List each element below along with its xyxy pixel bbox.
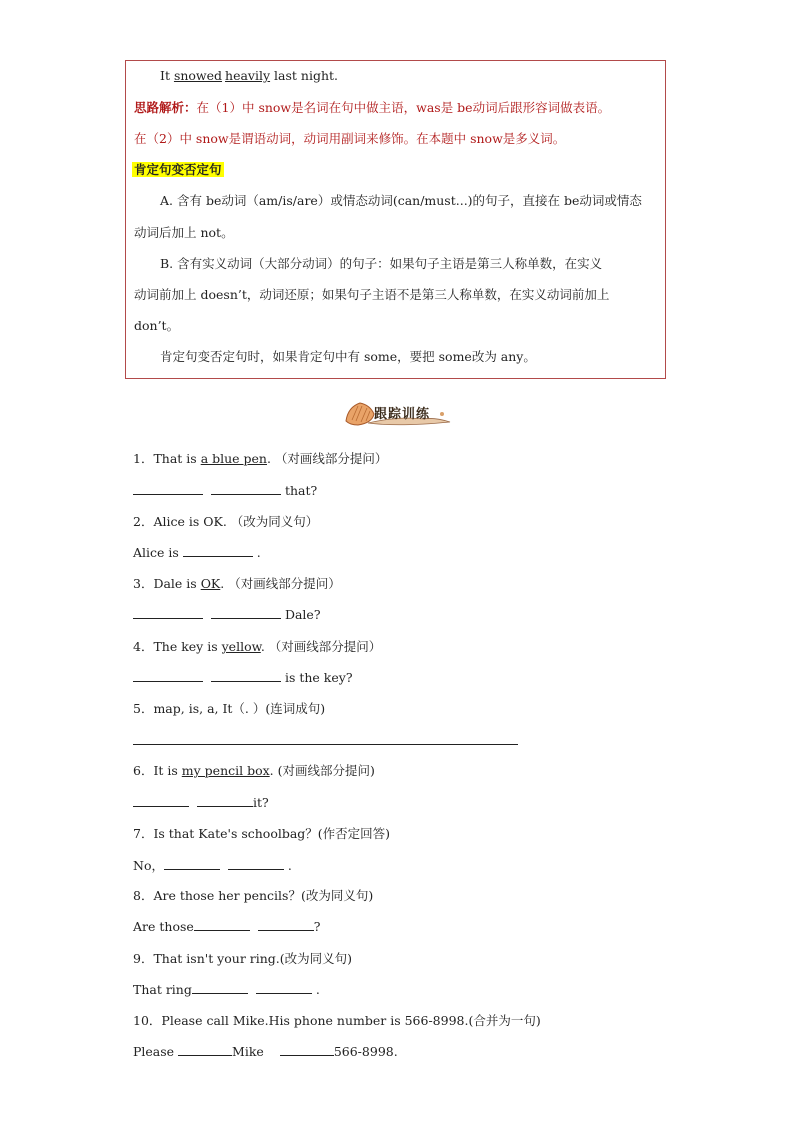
answer-tail: .: [252, 545, 261, 560]
rule-a-line-2: 动词后加上 not。: [134, 225, 234, 240]
question-number: 3．: [133, 576, 154, 591]
answer-tail: ?: [313, 919, 321, 934]
answer-blank[interactable]: [211, 606, 281, 619]
answer-8: [133, 918, 320, 936]
answer-prefix: Are those: [133, 919, 194, 934]
question-text: The key is: [153, 639, 222, 654]
rule-b-line-3: don’t。: [134, 318, 180, 333]
question-number: 5．: [133, 701, 154, 716]
rule-a-line-1: A. 含有 be动词（am/is/are）或情态动词(can/must...)的句子，直接在 be动词或情态: [160, 193, 642, 208]
answer-blank[interactable]: [183, 544, 253, 557]
question-instruction: . （对画线部分提问）: [266, 451, 388, 466]
underlined-part: a blue pen: [200, 451, 267, 466]
answer-tail: it?: [252, 795, 269, 810]
example-word-snowed: snowed: [173, 68, 223, 83]
answer-blank[interactable]: [197, 794, 253, 807]
answer-blank[interactable]: [280, 1043, 334, 1056]
question-text: Are those her pencils？(改为同义句): [153, 888, 374, 903]
answer-blank[interactable]: [194, 918, 250, 931]
answer-6: [133, 794, 269, 812]
answer-blank[interactable]: [133, 482, 203, 495]
question-7: [133, 825, 390, 843]
question-instruction: . (对画线部分提问): [269, 763, 375, 778]
practice-banner: [338, 398, 456, 428]
question-text: Dale is: [153, 576, 201, 591]
question-8: [133, 887, 373, 905]
example-word-heavily: heavily: [225, 68, 271, 83]
answer-blank[interactable]: [192, 981, 248, 994]
question-instruction: . （对画线部分提问）: [220, 576, 341, 591]
question-instruction: . （对画线部分提问）: [260, 639, 382, 654]
answer-1: [133, 482, 317, 500]
answer-10: [133, 1043, 398, 1061]
answer-tail: that?: [280, 483, 318, 498]
answer-blank[interactable]: [228, 857, 284, 870]
answer-4: [133, 669, 353, 687]
example-sentence: [160, 67, 338, 85]
answer-blank[interactable]: [211, 669, 281, 682]
answer-blank[interactable]: [211, 482, 281, 495]
question-number: 7．: [133, 826, 154, 841]
answer-middle: Mike: [232, 1044, 264, 1059]
answer-blank[interactable]: [256, 981, 312, 994]
question-number: 8．: [133, 888, 154, 903]
answer-prefix: Alice is: [133, 545, 183, 560]
rule-b-line-1: B. 含有实义动词（大部分动词）的句子：如果句子主语是第三人称单数，在实义: [160, 256, 603, 271]
example-post: last night.: [270, 68, 338, 83]
answer-2: [133, 544, 261, 562]
question-text: Alice is OK. （改为同义句）: [153, 514, 319, 529]
answer-9: [133, 981, 320, 999]
underlined-part: my pencil box: [181, 763, 270, 778]
answer-prefix: Please: [133, 1044, 179, 1059]
question-number: 4．: [133, 639, 154, 654]
question-text: Please call Mike.His phone number is 566-8998.(合并为一句): [161, 1013, 541, 1028]
answer-7: [133, 857, 292, 875]
question-9: [133, 950, 352, 968]
question-text: map, is, a, It（. ）(连词成句): [153, 701, 326, 716]
question-10: [133, 1012, 541, 1030]
question-4: [133, 638, 381, 656]
analysis-text-1: 在（1）中 snow是名词在句中做主语，was是 be动词后跟形容词做表语。: [196, 100, 611, 115]
section-title-highlight: 肯定句变否定句: [134, 162, 222, 177]
answer-prefix: That ring: [133, 982, 192, 997]
answer-blank[interactable]: [133, 732, 518, 745]
question-2: [133, 513, 318, 531]
answer-blank[interactable]: [258, 918, 314, 931]
answer-tail: is the key?: [280, 670, 353, 685]
answer-blank[interactable]: [178, 1043, 232, 1056]
underlined-part: OK: [200, 576, 221, 591]
question-number: 6．: [133, 763, 154, 778]
answer-5: [133, 732, 518, 750]
answer-tail: Dale?: [280, 607, 321, 622]
answer-blank[interactable]: [133, 794, 189, 807]
answer-blank[interactable]: [133, 669, 203, 682]
underlined-part: yellow: [221, 639, 261, 654]
question-6: [133, 762, 375, 780]
analysis-line-2: 在（2）中 snow是谓语动词，动词用副词来修饰。在本题中 snow是多义词。: [134, 131, 566, 146]
analysis-label: 思路解析：: [134, 100, 197, 115]
question-3: [133, 575, 341, 593]
question-text: Is that Kate's schoolbag？(作否定回答): [153, 826, 391, 841]
rule-b-line-2: 动词前加上 doesn’t，动词还原；如果句子主语不是第三人称单数，在实义动词前加上: [134, 287, 610, 302]
answer-prefix: No，: [133, 858, 164, 873]
question-text: That is: [153, 451, 201, 466]
question-number: 10．: [133, 1013, 162, 1028]
answer-tail: .: [311, 982, 320, 997]
answer-blank[interactable]: [133, 606, 203, 619]
question-text: That isn't your ring.(改为同义句): [153, 951, 353, 966]
question-number: 1．: [133, 451, 154, 466]
analysis-line-1: [134, 99, 610, 117]
answer-tail: 566-8998.: [333, 1044, 398, 1059]
section-title: [132, 161, 224, 179]
answer-3: [133, 606, 321, 624]
answer-blank[interactable]: [164, 857, 220, 870]
example-pre: It: [160, 68, 174, 83]
question-5: [133, 700, 325, 718]
note-line: 肯定句变否定句时，如果肯定句中有 some，要把 some改为 any。: [160, 349, 536, 364]
question-1: [133, 450, 387, 468]
answer-tail: .: [283, 858, 292, 873]
question-text: It is: [153, 763, 182, 778]
question-number: 2．: [133, 514, 154, 529]
banner-title: 跟踪训练: [374, 407, 431, 422]
question-number: 9．: [133, 951, 154, 966]
